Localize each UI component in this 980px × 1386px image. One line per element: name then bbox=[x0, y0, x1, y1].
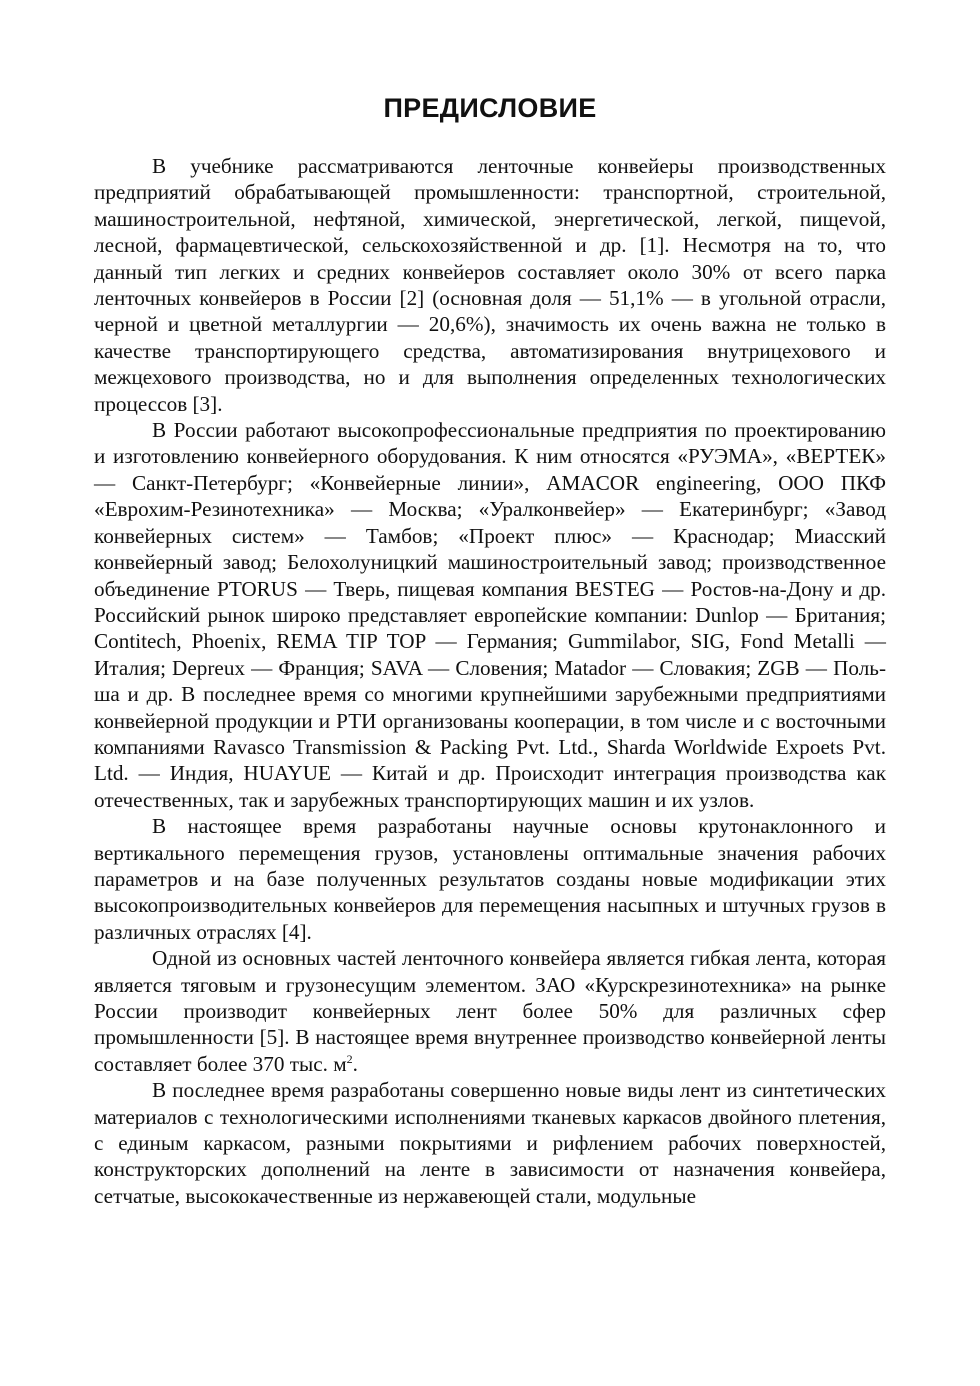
paragraph-4-text: Одной из основных частей ленточного конвейера является гибкая лента, которая является тяговым и грузонесущим элементом. ЗАО «Курскрезинотехника» на рынке России производит конвейерных лент более 50% для различных сфер промышленности [5]. В настоящее время внутреннее производство конвейерной ленты составляет более 370 тыс. м bbox=[94, 946, 886, 1076]
paragraph-4-tail: . bbox=[352, 1051, 358, 1076]
paragraph-3: В настоящее время разработаны научные основы крутонаклонного и вертикального перемещения грузов, установлены оптимальные значения рабочих параметров и на базе полученных результатов созданы новые модификации этих высокопроизводительных конвейеров для перемещения насыпных и штучных грузов в различных отраслях [4]. bbox=[94, 814, 886, 944]
page-title: ПРЕДИСЛОВИЕ bbox=[383, 93, 597, 123]
paragraph-1: В учебнике рассматриваются ленточные конвейеры производственных предприятий обрабатывающей промышленности: транспортной, строительной, машиностроительной, нефтяной, химической, энергетической, легкой, пищеvой, лесной, фармацевтической, сельскохозяйственной и др. [1]. Несмотря на то, что данный тип легких и средних конвейеров составляет около 30% от всего парка ленточных конвейеров в России [2] (основная доля — 51,1% — в угольной отрасли, черной и цветной металлургии — 20,6%), значимость их очень важна не только в качестве транспортирующего средства, автоматизирования внутрицехового и межцехового производства, но и для выполнения определенных технологических процессов [3]. bbox=[94, 154, 886, 416]
paragraph-5: В последнее время разработаны совершенно новые виды лент из синтетических материалов с технологическими исполнениями тканевых каркасов двойного плетения, с единым каркасом, разными покрытиями и рифлением рабочих поверхностей, конструкторских дополнений на ленте в зависимости от назначения конвейера, сетчатые, высококачественные из нержавеющей стали, модульные bbox=[94, 1078, 886, 1208]
paragraph-2: В России работают высокопрофессиональные предприятия по проектированию и изготовлению конвейерного оборудования. К ним относятся «РУЭМА», «ВЕРТЕК» — Санкт-Петербург; «Конвейерные линии», AMACOR engineering, ООО ПКФ «Еврохим-Резинотехника» — Москва; «Уралконвейер» — Екатеринбург; «Завод конвейерных систем» — Тамбов; «Проект плюс» — Краснодар; Миасский конвейерный завод; Белохолуницкий машиностроительный завод; производственное объединение PTORUS — Тверь, пищевая компания BESTEG — Ростов-на-Дону и др. Российский рынок широко представляет европейские компании: Dunlop — Британия; Contitech, Phoenix, REMA TIP TOP — Германия; Gummilabor, SIG, Fond Metalli — Италия; Depreux — Франция; SAVA — Словения; Matador — Словакия; ZGB — Польша и др. В последнее время со многими крупнейшими зарубежными предприятиями конвейерной продукции и РТИ организованы кооперации, в том числе и с восточными компаниями Ravasco Transmission & Packing Pvt. Ltd., Sharda Worldwide Expoets Pvt. Ltd. — Индия, HUAYUE — Китай и др. Происходит интеграция производства как отечественных, так и зарубежных транспортирующих машин и их узлов. bbox=[94, 418, 886, 812]
superscript-exponent: 2 bbox=[346, 1051, 353, 1066]
document-page bbox=[94, 88, 886, 1209]
paragraph-4 bbox=[94, 945, 886, 1077]
